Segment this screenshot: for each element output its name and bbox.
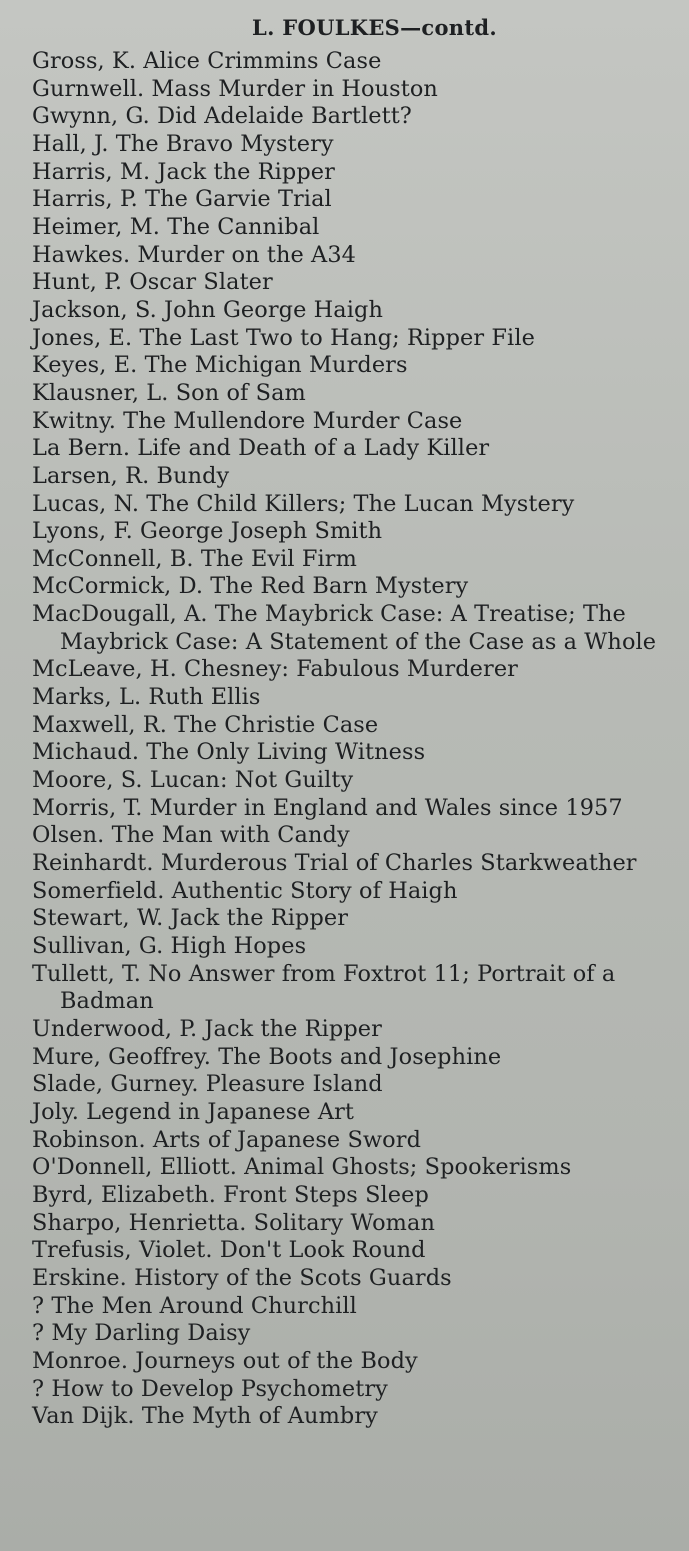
list-item: Tullett, T. No Answer from Foxtrot 11; Portrait of a Badman (32, 960, 616, 1015)
list-item: Van Dijk. The Myth of Aumbry (32, 1403, 378, 1430)
list-item: Sharpo, Henrietta. Solitary Woman (32, 1209, 435, 1236)
book-list (32, 48, 682, 1431)
list-item: Harris, P. The Garvie Trial (32, 186, 332, 213)
list-item: Kwitny. The Mullendore Murder Case (32, 407, 463, 434)
list-item: Stewart, W. Jack the Ripper (32, 905, 349, 932)
page-heading: L. FOULKES—contd. (252, 15, 497, 40)
list-item: Gwynn, G. Did Adelaide Bartlett? (32, 103, 412, 130)
list-item: Joly. Legend in Japanese Art (32, 1098, 355, 1125)
list-item: Maxwell, R. The Christie Case (32, 711, 379, 738)
list-item: Lyons, F. George Joseph Smith (32, 518, 383, 545)
list-item: McConnell, B. The Evil Firm (32, 545, 357, 572)
list-item: ? How to Develop Psychometry (32, 1375, 388, 1402)
list-item: Morris, T. Murder in England and Wales since 1957 (32, 794, 623, 821)
list-item: Erskine. History of the Scots Guards (32, 1264, 452, 1291)
list-item: Hunt, P. Oscar Slater (32, 269, 273, 296)
list-item: Reinhardt. Murderous Trial of Charles Starkweather (32, 850, 637, 877)
list-item: MacDougall, A. The Maybrick Case: A Treatise; The Maybrick Case: A Statement of the Case as a Whole (32, 601, 657, 655)
list-item: Mure, Geoffrey. The Boots and Josephine (32, 1043, 502, 1070)
list-item: McLeave, H. Chesney: Fabulous Murderer (32, 656, 518, 683)
list-item: Keyes, E. The Michigan Murders (32, 352, 408, 379)
list-item: La Bern. Life and Death of a Lady Killer (32, 435, 490, 462)
list-item: Monroe. Journeys out of the Body (32, 1347, 418, 1374)
list-item: Hall, J. The Bravo Mystery (32, 130, 334, 157)
list-item: Underwood, P. Jack the Ripper (32, 1015, 382, 1042)
list-item: Somerfield. Authentic Story of Haigh (32, 877, 458, 904)
list-item: Sullivan, G. High Hopes (32, 933, 307, 959)
list-item: Klausner, L. Son of Sam (32, 379, 306, 406)
list-item: Michaud. The Only Living Witness (32, 739, 426, 766)
list-item: Harris, M. Jack the Ripper (32, 158, 335, 185)
list-item: Marks, L. Ruth Ellis (32, 684, 261, 711)
list-item: Jackson, S. John George Haigh (32, 296, 383, 323)
list-item: ? My Darling Daisy (32, 1320, 251, 1347)
list-item: Trefusis, Violet. Don't Look Round (32, 1237, 426, 1264)
list-item: Gurnwell. Mass Murder in Houston (32, 75, 438, 102)
list-item: Jones, E. The Last Two to Hang; Ripper File (32, 324, 535, 351)
list-item: Larsen, R. Bundy (32, 462, 230, 489)
list-item: Gross, K. Alice Crimmins Case (32, 48, 382, 74)
list-item: ? The Men Around Churchill (32, 1292, 357, 1319)
list-item: Olsen. The Man with Candy (32, 822, 350, 849)
list-item: Byrd, Elizabeth. Front Steps Sleep (32, 1181, 429, 1208)
list-item: Moore, S. Lucan: Not Guilty (32, 767, 354, 794)
list-item: Robinson. Arts of Japanese Sword (32, 1126, 422, 1153)
list-item: O'Donnell, Elliott. Animal Ghosts; Spookerisms (32, 1154, 572, 1181)
list-item: McCormick, D. The Red Barn Mystery (32, 573, 469, 600)
list-item: Hawkes. Murder on the A34 (32, 241, 357, 268)
list-item: Heimer, M. The Cannibal (32, 213, 320, 240)
list-item: Slade, Gurney. Pleasure Island (32, 1071, 383, 1098)
list-item: Lucas, N. The Child Killers; The Lucan Mystery (32, 490, 575, 517)
